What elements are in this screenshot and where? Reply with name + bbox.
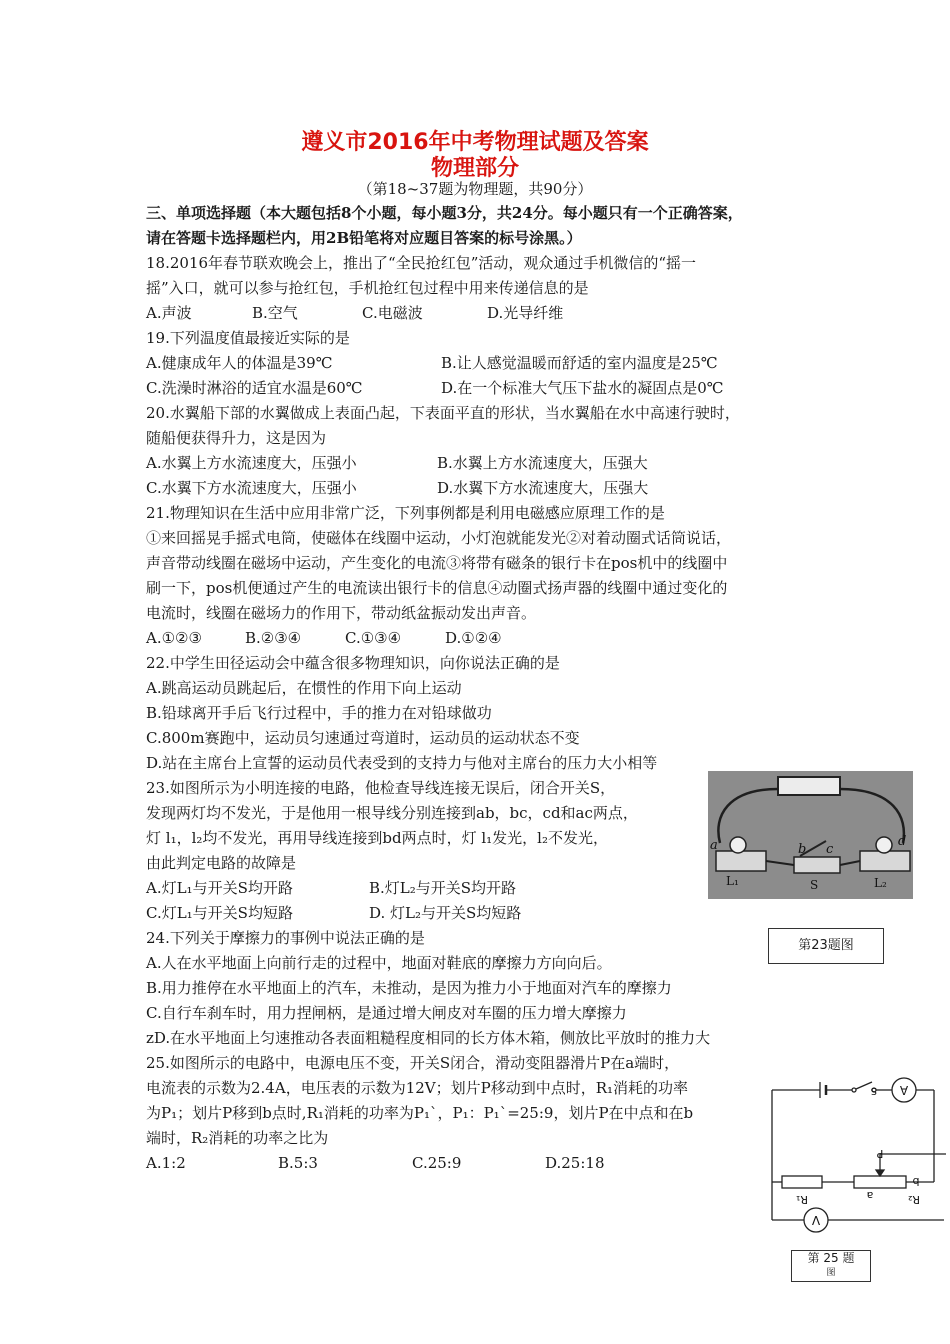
q21-option-b: B.②③④ — [245, 629, 302, 647]
q19-option-c: C.洗澡时淋浴的适宜水温是60℃ — [146, 379, 363, 397]
q23-option-a: A.灯L₁与开关S均开路 — [146, 879, 293, 897]
q24-stem: 24.下列关于摩擦力的事例中说法正确的是 — [146, 929, 425, 947]
q25-stem-line4: 端时，R₂消耗的功率之比为 — [146, 1129, 329, 1147]
photo-label-l1: L₁ — [726, 874, 739, 888]
circuit-label-a: a — [866, 1189, 874, 1202]
q21-option-a: A.①②③ — [146, 629, 202, 647]
circuit-label-r1: R₁ — [795, 1193, 809, 1206]
q20-stem-line2: 随船便获得升力，这是因为 — [146, 429, 327, 447]
circuit-label-b: b — [912, 1175, 920, 1188]
q25-caption-line2: 图 — [826, 1268, 836, 1278]
q21-stem-line2: ①来回摇晃手摇式电筒，使磁体在线圈中运动，小灯泡就能发光②对着动圈式话筒说话， — [146, 529, 732, 547]
photo-label-b: b — [798, 842, 807, 857]
photo-label-s: S — [810, 878, 819, 892]
q25-option-a: A.1:2 — [146, 1154, 186, 1172]
voltmeter-label: V — [811, 1213, 821, 1227]
q20-option-d: D.水翼下方水流速度大，压强大 — [437, 479, 649, 497]
q23-stem-line2: 发现两灯均不发光，于是他用一根导线分别连接到ab，bc，cd和ac两点， — [146, 804, 638, 822]
q20-option-a: A.水翼上方水流速度大，压强小 — [146, 454, 357, 472]
q25-caption-line1: 第 25 题 — [807, 1251, 855, 1265]
photo-label-d: d — [898, 834, 907, 849]
circuit-label-r2: R₂ — [907, 1193, 921, 1206]
q18-option-c: C.电磁波 — [362, 304, 423, 322]
q24-option-a: A.人在水平地面上向前行走的过程中，地面对鞋底的摩擦力方向向后。 — [146, 954, 612, 972]
q23-stem-line3: 灯 l₁，l₂均不发光，再用导线连接到bd两点时，灯 l₁发光，l₂不发光， — [146, 829, 608, 847]
q21-stem-line1: 21.物理知识在生活中应用非常广泛，下列事例都是利用电磁感应原理工作的是 — [146, 504, 665, 522]
q23-option-b: B.灯L₂与开关S均开路 — [369, 879, 517, 897]
section-instruction-line2: 请在答题卡选择题栏内，用2B铅笔将对应题目答案的标号涂黑。） — [146, 229, 582, 247]
q18-option-b: B.空气 — [252, 304, 298, 322]
q25-option-d: D.25:18 — [545, 1154, 605, 1172]
q18-option-a: A.声波 — [146, 304, 192, 322]
q25-stem-line2: 电流表的示数为2.4A，电压表的示数为12V；划片P移动到中点时，R₁消耗的功率 — [146, 1079, 689, 1097]
q23-circuit-photo — [708, 771, 913, 899]
q25-stem-line1: 25.如图所示的电路中，电源电压不变，开关S闭合，滑动变阻器滑片P在a端时， — [146, 1054, 680, 1072]
q25-option-c: C.25:9 — [412, 1154, 462, 1172]
q21-stem-line5: 电流时，线圈在磁场力的作用下，带动纸盆振动发出声音。 — [146, 604, 537, 622]
photo-label-a: a — [710, 838, 718, 853]
q25-stem-line3: 为P₁；划片P移到b点时,R₁消耗的功率为P₁`，P₁：P₁`=25:9，划片P在中点和在b — [146, 1104, 694, 1122]
photo-label-l2: L₂ — [874, 876, 887, 890]
q21-option-c: C.①③④ — [345, 629, 402, 647]
section-instruction-line1: 三、单项选择题（本大题包括8个小题，每小题3分，共24分。每小题只有一个正确答案， — [146, 204, 743, 222]
q18-stem-line1: 18.2016年春节联欢晚会上，推出了“全民抢红包”活动，观众通过手机微信的“摇一 — [146, 254, 697, 272]
photo-label-c: c — [826, 842, 834, 857]
q22-option-b: B.铅球离开手后飞行过程中，手的推力在对铅球做功 — [146, 704, 492, 722]
q23-option-c: C.灯L₁与开关S均短路 — [146, 904, 293, 922]
page-subtitle: 物理部分 — [430, 156, 519, 181]
q23-option-d: D. 灯L₂与开关S均短路 — [369, 904, 522, 922]
q22-option-d: D.站在主席台上宣誓的运动员代表受到的支持力与他对主席台的压力大小相等 — [146, 754, 658, 772]
q25-figure-caption — [791, 1250, 871, 1282]
q23-stem-line1: 23.如图所示为小明连接的电路，他检查导线连接无误后，闭合开关S， — [146, 779, 616, 797]
q24-option-d: zD.在水平地面上匀速推动各表面粗糙程度相同的长方体木箱，侧放比平放时的推力大 — [146, 1029, 711, 1047]
q22-option-a: A.跳高运动员跳起后，在惯性的作用下向上运动 — [146, 679, 462, 697]
q24-option-b: B.用力推停在水平地面上的汽车，未推动，是因为推力小于地面对汽车的摩擦力 — [146, 979, 672, 997]
circuit-label-s: S — [870, 1085, 877, 1096]
q18-stem-line2: 摇”入口，就可以参与抢红包，手机抢红包过程中用来传递信息的是 — [146, 279, 589, 297]
q21-stem-line4: 刷一下，pos机便通过产生的电流读出银行卡的信息④动圈式扬声器的线圈中通过变化的 — [146, 579, 728, 597]
q22-option-c: C.800m赛跑中，运动员匀速通过弯道时，运动员的运动状态不变 — [146, 729, 580, 747]
page-title: 遵义市2016年中考物理试题及答案 — [301, 130, 649, 155]
q19-stem: 19.下列温度值最接近实际的是 — [146, 329, 350, 347]
q19-option-a: A.健康成年人的体温是39℃ — [146, 354, 333, 372]
q20-option-c: C.水翼下方水流速度大，压强小 — [146, 479, 357, 497]
ammeter-label: A — [899, 1083, 909, 1097]
q18-option-d: D.光导纤维 — [487, 304, 564, 322]
q21-option-d: D.①②④ — [445, 629, 502, 647]
q23-stem-line4: 由此判定电路的故障是 — [146, 854, 297, 872]
q24-option-c: C.自行车刹车时，用力捏闸柄，是通过增大闸皮对车圈的压力增大摩擦力 — [146, 1004, 627, 1022]
q20-stem-line1: 20.水翼船下部的水翼做成上表面凸起，下表面平直的形状，当水翼船在水中高速行驶时， — [146, 404, 740, 422]
q19-option-d: D.在一个标准大气压下盐水的凝固点是0℃ — [441, 379, 724, 397]
q19-option-b: B.让人感觉温暖而舒适的室内温度是25℃ — [441, 354, 718, 372]
q22-stem: 22.中学生田径运动会中蕴含很多物理知识，向你说法正确的是 — [146, 654, 560, 672]
q20-option-b: B.水翼上方水流速度大，压强大 — [437, 454, 648, 472]
q25-option-b: B.5:3 — [278, 1154, 318, 1172]
score-note: （第18~37题为物理题，共90分） — [357, 180, 593, 198]
q21-stem-line3: 声音带动线圈在磁场中运动，产生变化的电流③将带有磁条的银行卡在pos机中的线圈中 — [146, 554, 728, 572]
circuit-label-p: P — [876, 1147, 884, 1160]
q23-figure-caption: 第23题图 — [768, 928, 884, 964]
q25-circuit-diagram — [768, 1070, 948, 1254]
